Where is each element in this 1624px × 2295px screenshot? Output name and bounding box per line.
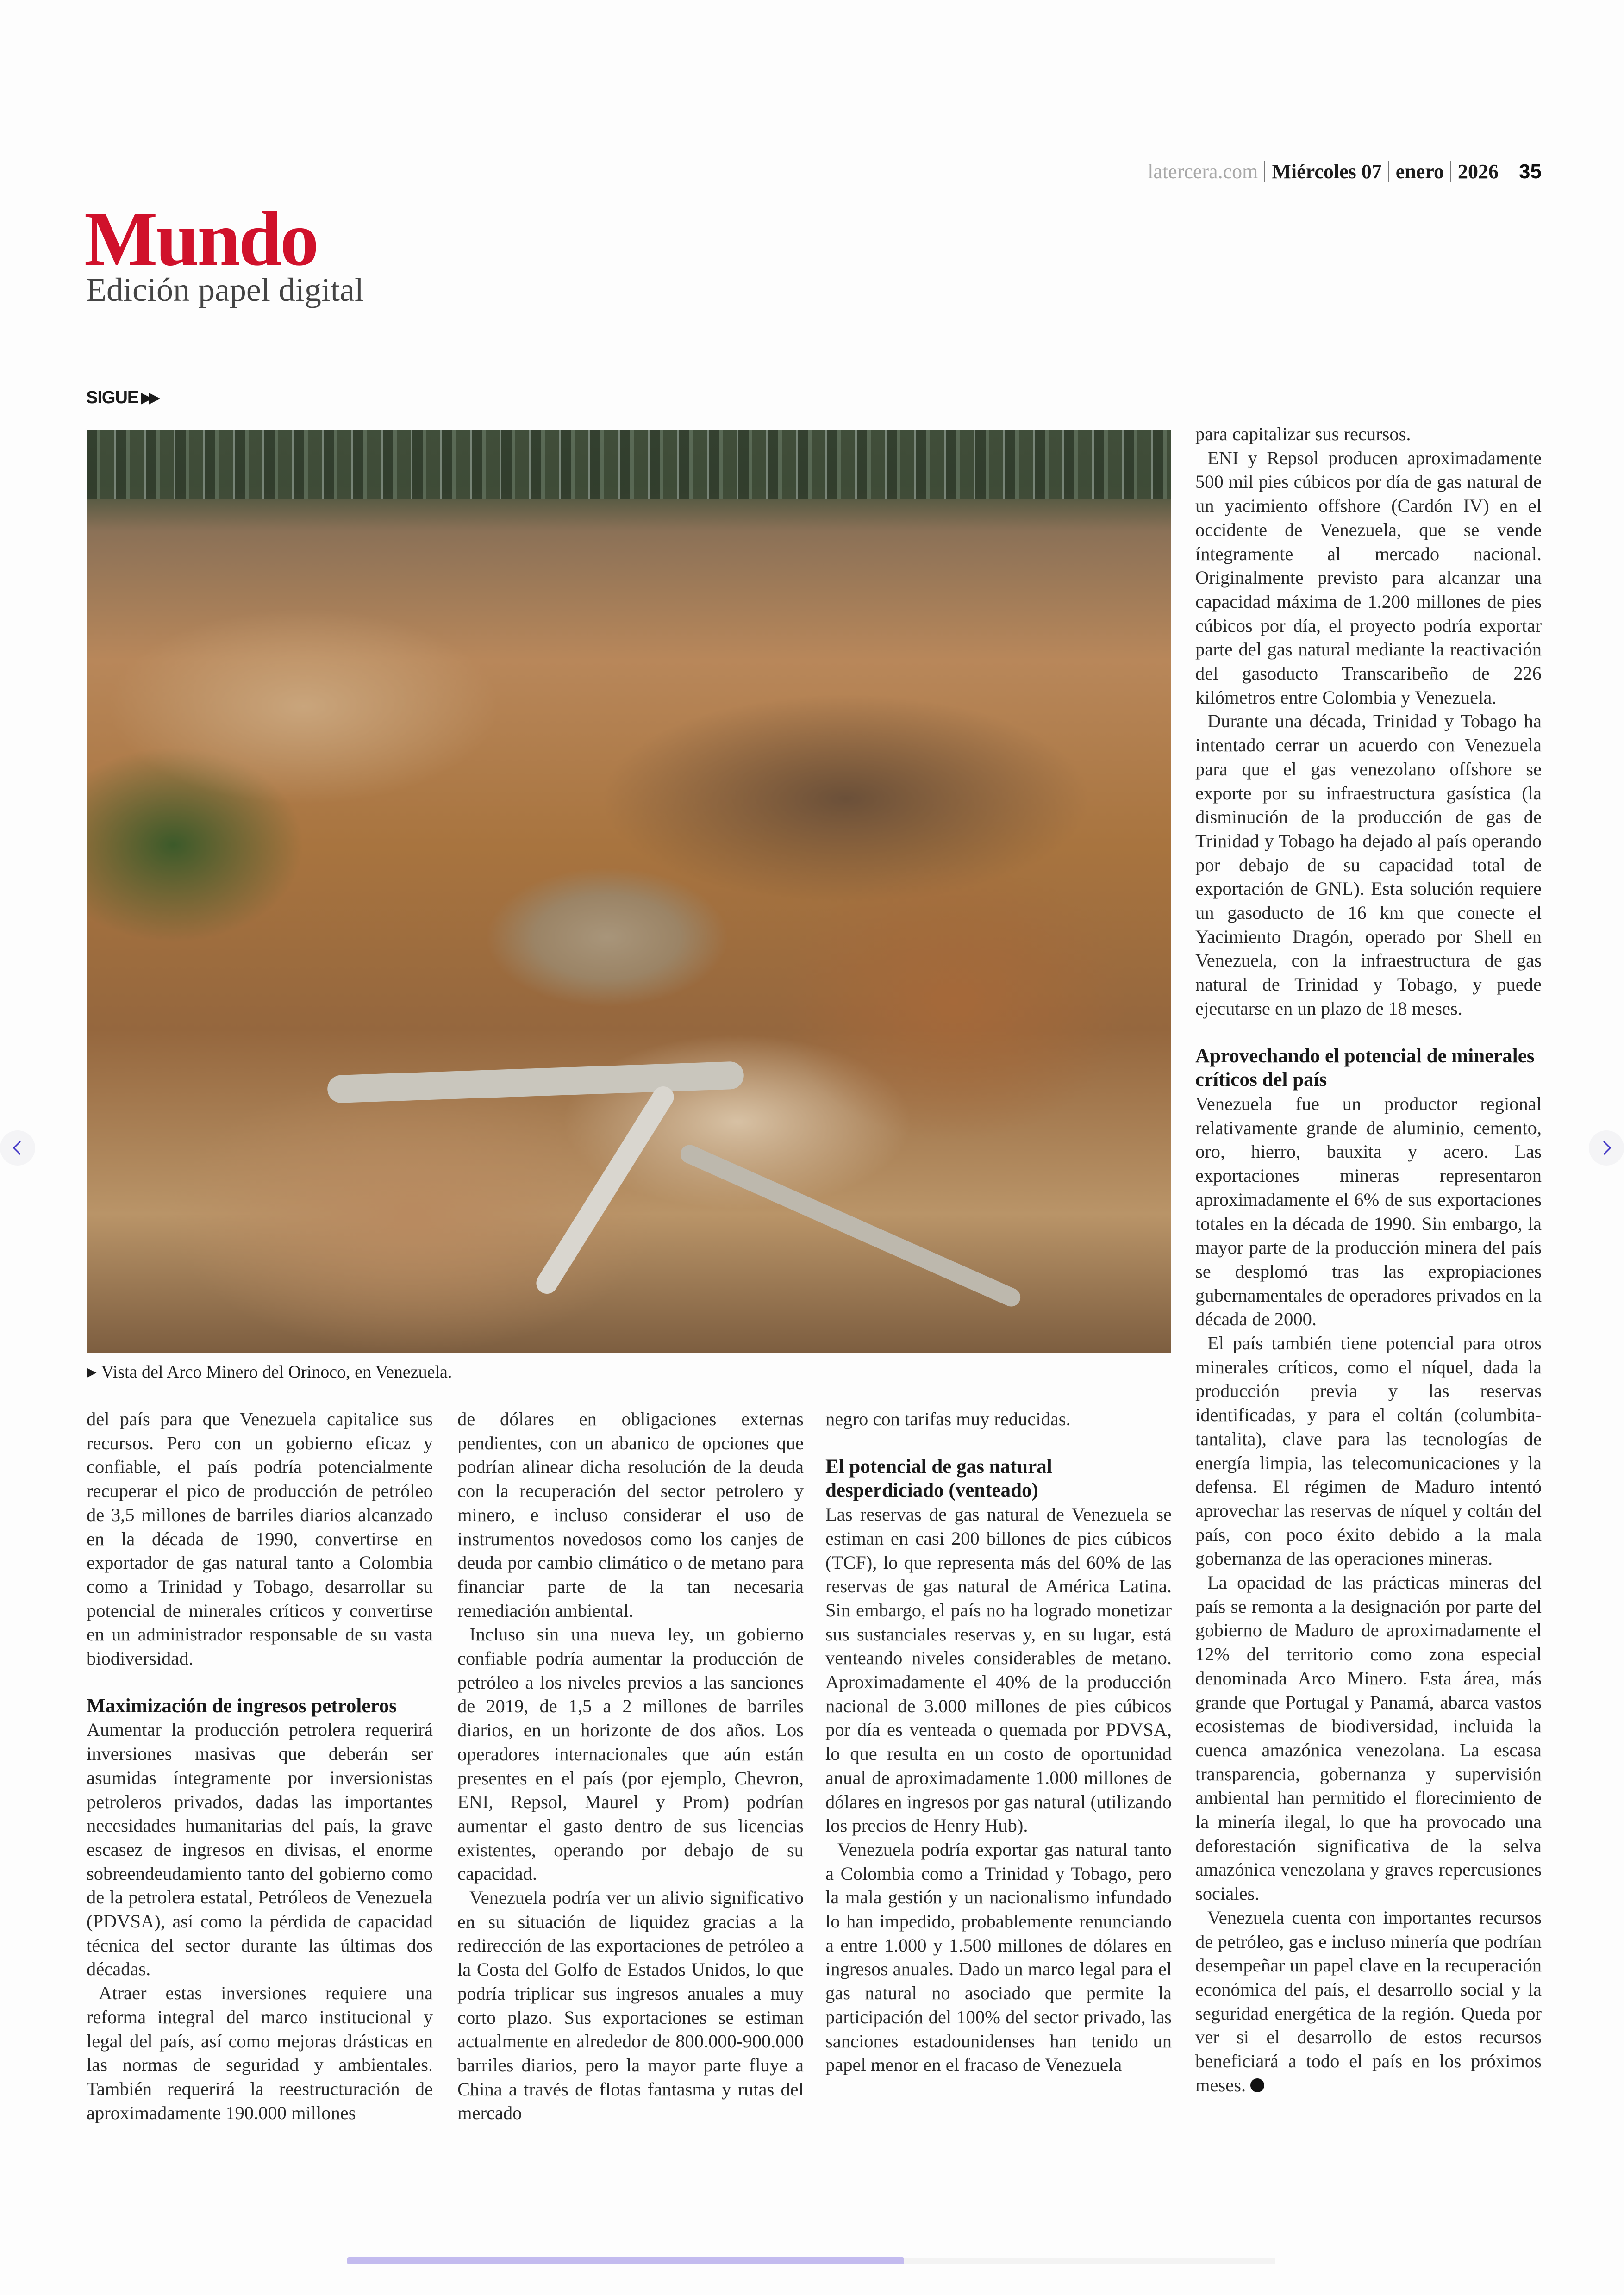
chevron-right-icon bbox=[1597, 1139, 1616, 1157]
subheading bbox=[825, 1455, 1172, 1503]
paragraph bbox=[1195, 1331, 1542, 1571]
subheading-text: El potencial de gas natural desperdiciado (venteado) bbox=[825, 1455, 1052, 1502]
paragraph-text: Venezuela podría ver un alivio significativo en su situación de liquidez gracias a la redirección de las exportaciones de petróleo a la Costa del Golfo de Estados Unidos, lo que podría triplicar sus ingresos anuales a muy corto plazo. Sus exportaciones se estiman actualmente en alrededor de 800.000-900.000 barriles diarios, pero la mayor parte fluye a China a través de flotas fantasma y rutas del mercado bbox=[457, 1887, 804, 2124]
paragraph bbox=[1195, 446, 1542, 710]
article-column-1 bbox=[87, 1407, 433, 2125]
paragraph bbox=[457, 1407, 804, 1622]
paragraph-text: de dólares en obligaciones externas pendientes, con un abanico de opciones que podrían alinear dicha resolución de la deuda con la recuperación del sector petrolero y minero, e incluso considerar el uso de instrumentos novedosos como los canjes de deuda por cambio climático o de metano para financiar parte de la tan necesaria remediación ambiental. bbox=[457, 1409, 804, 1621]
paragraph bbox=[1195, 709, 1542, 1020]
subheading bbox=[1195, 1044, 1542, 1092]
paragraph-text: Venezuela fue un productor regional relativamente grande de aluminio, cemento, oro, hierro, bauxita y acero. Las exportaciones mineras representaron aproximadamente el 6% de sus exportaciones totales en la década de 1990. Sin embargo, la mayor parte de la producción minera del país se desplomó tras las expropiaciones gubernamentales de operadores privados en la década de 2000. bbox=[1195, 1093, 1542, 1330]
paragraph-text: del país para que Venezuela capitalice sus recursos. Pero con un gobierno eficaz y confiable, el país podría potencialmente recuperar el pico de producción de petróleo de 3,5 millones de barriles diarios alcanzado en la década de 1990, convertirse en exportador de gas natural tanto a Colombia como a Trinidad y Tobago, desarrollar su potencial de minerales críticos y convertirse en un administrador responsable de su vasta biodiversidad. bbox=[87, 1409, 433, 1669]
photo-log bbox=[677, 1142, 1023, 1310]
article-column-4 bbox=[1195, 422, 1542, 2097]
mining-photo bbox=[87, 430, 1171, 1353]
chevron-left-icon bbox=[8, 1139, 27, 1157]
page-scrollbar[interactable] bbox=[347, 2258, 1275, 2264]
section-subtitle: Edición papel digital bbox=[86, 271, 364, 308]
end-of-article-icon bbox=[1250, 2078, 1264, 2092]
caption-marker-icon: ▶ bbox=[87, 1365, 97, 1379]
subheading-text: Maximización de ingresos petroleros bbox=[87, 1695, 397, 1717]
subheading bbox=[87, 1694, 433, 1718]
paragraph-text: Aumentar la producción petrolera requerirá inversiones masivas que deberán ser asumidas íntegramente por inversionistas petroleros privados, dadas las importantes necesidades humanitarias del país, la grave escasez de ingresos en divisas, el enorme sobreendeudamiento tanto del gobierno como de la petrolera estatal, Petróleos de Venezuela (PDVSA), así como la pérdida de capacidad técnica del sector durante las últimas dos décadas. bbox=[87, 1719, 433, 1980]
paragraph bbox=[87, 1407, 433, 1671]
paragraph bbox=[1195, 422, 1542, 446]
next-page-button[interactable] bbox=[1589, 1130, 1624, 1166]
paragraph bbox=[457, 1622, 804, 1886]
paragraph-text: ENI y Repsol producen aproximadamente 500 mil pies cúbicos por día de gas natural de un yacimiento offshore (Cardón IV) en el occidente de Venezuela, que se vende íntegramente al mercado nacional. Originalmente previsto para alcanzar una capacidad máxima de 1.200 millones de pies cúbicos por día, el proyecto podría exportar parte del gas natural mediante la reactivación del gasoducto Transcaribeño de 226 kilómetros entre Colombia y Venezuela. bbox=[1195, 447, 1542, 708]
scrollbar-thumb[interactable] bbox=[347, 2257, 904, 2264]
date-year: 2026 bbox=[1458, 160, 1499, 183]
page-header bbox=[1148, 160, 1542, 183]
paragraph bbox=[457, 1886, 804, 2125]
paragraph-text: Incluso sin una nueva ley, un gobierno confiable podría aumentar la producción de petróleo a los niveles previos a las sanciones de 2019, de 1,5 a 2 millones de barriles diarios, en un horizonte de dos años. Los operadores internacionales que aún están presentes en el país (por ejemplo, Chevron, ENI, Repsol, Maurel y Prom) podrían aumentar el gasto dentro de sus licencias existentes, operando por debajo de su capacidad. bbox=[457, 1624, 804, 1884]
photo-log bbox=[532, 1082, 678, 1297]
site-name: latercera.com bbox=[1148, 160, 1258, 183]
paragraph-text: Durante una década, Trinidad y Tobago ha intentado cerrar un acuerdo con Venezuela para que el gas venezolano offshore se exporte por su infraestructura gasística (la disminución de la producción de gas de Trinidad y Tobago ha dejado al país operando por debajo de su capacidad total de exportación de GNL). Esta solución requiere un gasoducto de 16 km que conecte el Yacimiento Dragón, operado por Shell en Venezuela, con la infraestructura de gas natural de Trinidad y Tobago, y puede ejecutarse en un plazo de 18 meses. bbox=[1195, 711, 1542, 1019]
subheading-text: Aprovechando el potencial de minerales críticos del país bbox=[1195, 1045, 1535, 1091]
paragraph-text: El país también tiene potencial para otros minerales críticos, como el níquel, dada la producción previa y las reservas identificadas, y para el coltán (columbita-tantalita), clave para las tecnologías de energía limpia, las telecomunicaciones y la defensa. El régimen de Maduro intentó aprovechar las reservas de níquel y coltán del país, con poco éxito debido a la mala gobernanza de las operaciones mineras. bbox=[1195, 1333, 1542, 1569]
divider bbox=[1450, 161, 1451, 182]
photo-forest bbox=[87, 430, 1171, 499]
paragraph-text: Atraer estas inversiones requiere una reforma integral del marco institucional y legal del país, así como mejoras drásticas en las normas de seguridad y ambientales. También requerirá la reestructuración de aproximadamente 190.000 millones bbox=[87, 1983, 433, 2123]
paragraph bbox=[825, 1838, 1172, 2077]
paragraph bbox=[1195, 1906, 1542, 2097]
sigue-text: SIGUE bbox=[86, 388, 139, 407]
date-day: Miércoles 07 bbox=[1272, 160, 1382, 183]
paragraph bbox=[87, 1981, 433, 2125]
paragraph bbox=[1195, 1571, 1542, 1906]
article-column-2 bbox=[457, 1407, 804, 2125]
divider bbox=[1388, 161, 1389, 182]
paragraph bbox=[825, 1407, 1172, 1431]
continues-label bbox=[86, 388, 157, 408]
date-month: enero bbox=[1395, 160, 1444, 183]
previous-page-button[interactable] bbox=[0, 1130, 35, 1166]
paragraph-text: Venezuela podría exportar gas natural tanto a Colombia como a Trinidad y Tobago, pero la mala gestión y un nacionalismo infundado lo han impedido, probablemente renunciando a entre 1.000 y 1.500 millones de dólares en ingresos anuales. Dado un marco legal para el gas natural no asociado que permite la participación del 100% del sector privado, las sanciones estadounidenses han tenido un papel menor en el fracaso de Venezuela bbox=[825, 1839, 1172, 2076]
article-column-3 bbox=[825, 1407, 1172, 2077]
paragraph-text: negro con tarifas muy reducidas. bbox=[825, 1409, 1071, 1429]
double-arrow-icon: ▶▶ bbox=[141, 390, 157, 405]
paragraph bbox=[1195, 1092, 1542, 1331]
page-number: 35 bbox=[1519, 160, 1542, 183]
photo-caption bbox=[87, 1362, 452, 1382]
paragraph bbox=[87, 1718, 433, 1981]
paragraph bbox=[825, 1503, 1172, 1838]
paragraph-text: La opacidad de las prácticas mineras del país se remonta a la designación por parte del gobierno de Maduro de aproximadamente el 12% del territorio como zona especial denominada Arco Minero. Esta área, más grande que Portugal y Panamá, abarca vastos ecosistemas de biodiversidad, incluida la cuenca amazónica venezolana. La escasa transparencia, gobernanza y supervisión ambiental han permitido el florecimiento de la minería ilegal, lo que ha provocado una deforestación significativa de la selva amazónica venezolana y graves repercusiones sociales. bbox=[1195, 1572, 1542, 1904]
paragraph-text: para capitalizar sus recursos. bbox=[1195, 424, 1411, 444]
caption-text: Vista del Arco Minero del Orinoco, en Venezuela. bbox=[101, 1362, 452, 1382]
paragraph-text: Las reservas de gas natural de Venezuela se estiman en casi 200 billones de pies cúbicos (TCF), lo que representa más del 60% de las reservas de gas natural de América Latina. Sin embargo, el país no ha logrado monetizar sus sustanciales reservas y, en su lugar, está venteando niveles considerables de metano. Aproximadamente el 40% de la producción nacional de 3.000 millones de pies cúbicos por día es venteada o quemada por PDVSA, lo que resulta en un costo de oportunidad anual de aproximadamente 1.000 millones de dólares en ingresos por gas natural (utilizando los precios de Henry Hub). bbox=[825, 1504, 1172, 1836]
paragraph-text: Venezuela cuenta con importantes recursos de petróleo, gas e incluso minería que podrían desempeñar un papel clave en la recuperación económica del país, el desarrollo social y la seguridad energética de la región. Queda por ver si el desarrollo de estos recursos beneficiará a todo el país en los próximos meses. bbox=[1195, 1907, 1542, 2095]
photo-log bbox=[327, 1061, 744, 1103]
section-title: Mundo bbox=[84, 196, 317, 282]
divider bbox=[1264, 161, 1265, 182]
